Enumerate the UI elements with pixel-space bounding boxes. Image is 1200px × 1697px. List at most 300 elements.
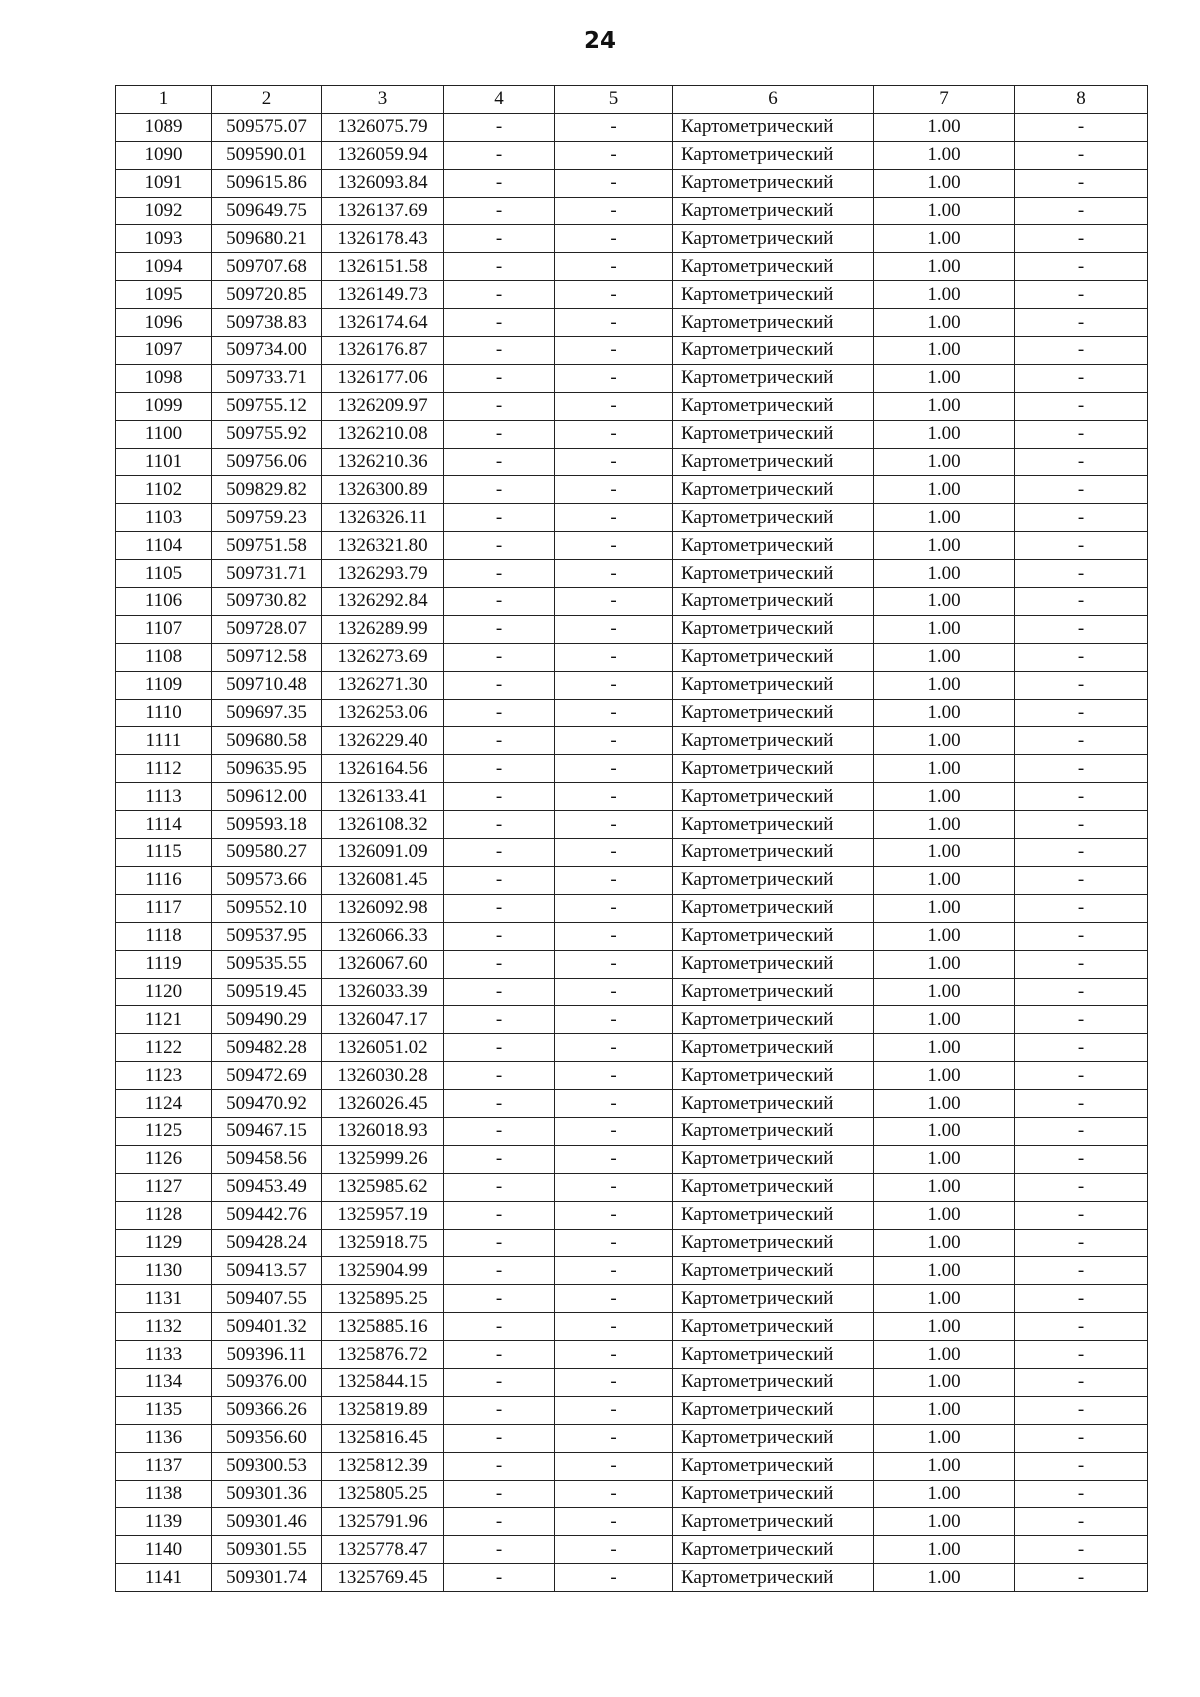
column-4-cell: - — [444, 448, 555, 476]
column-4-cell: - — [444, 1508, 555, 1536]
method-cell: Картометрический — [673, 504, 874, 532]
point-number-cell: 1117 — [116, 894, 212, 922]
column-5-cell: - — [555, 392, 673, 420]
point-number-cell: 1102 — [116, 476, 212, 504]
method-cell: Картометрический — [673, 197, 874, 225]
y-coordinate-cell: 1326093.84 — [322, 169, 444, 197]
column-5-cell: - — [555, 588, 673, 616]
table-row — [116, 866, 1148, 894]
point-number-cell: 1100 — [116, 420, 212, 448]
table-row — [116, 1508, 1148, 1536]
y-coordinate-cell: 1326075.79 — [322, 113, 444, 141]
column-4-cell: - — [444, 281, 555, 309]
method-cell: Картометрический — [673, 141, 874, 169]
y-coordinate-cell: 1326326.11 — [322, 504, 444, 532]
accuracy-cell: 1.00 — [874, 197, 1015, 225]
column-4-cell: - — [444, 1424, 555, 1452]
column-5-cell: - — [555, 978, 673, 1006]
column-4-cell: - — [444, 1536, 555, 1564]
accuracy-cell: 1.00 — [874, 1229, 1015, 1257]
column-8-cell: - — [1015, 588, 1148, 616]
table-row — [116, 337, 1148, 365]
x-coordinate-cell: 509728.07 — [212, 615, 322, 643]
column-4-cell: - — [444, 1341, 555, 1369]
y-coordinate-cell: 1326253.06 — [322, 699, 444, 727]
y-coordinate-cell: 1325769.45 — [322, 1564, 444, 1592]
method-cell: Картометрический — [673, 532, 874, 560]
y-coordinate-cell: 1326176.87 — [322, 337, 444, 365]
y-coordinate-cell: 1325999.26 — [322, 1145, 444, 1173]
x-coordinate-cell: 509738.83 — [212, 309, 322, 337]
column-4-cell: - — [444, 392, 555, 420]
column-4-cell: - — [444, 839, 555, 867]
column-4-cell: - — [444, 1173, 555, 1201]
table-row — [116, 1313, 1148, 1341]
table-row — [116, 392, 1148, 420]
table-row — [116, 1341, 1148, 1369]
point-number-cell: 1091 — [116, 169, 212, 197]
column-8-cell: - — [1015, 1173, 1148, 1201]
column-5-cell: - — [555, 1145, 673, 1173]
method-cell: Картометрический — [673, 1564, 874, 1592]
point-number-cell: 1132 — [116, 1313, 212, 1341]
y-coordinate-cell: 1325844.15 — [322, 1368, 444, 1396]
page-number: 24 — [583, 28, 616, 54]
column-4-cell: - — [444, 783, 555, 811]
table-row — [116, 364, 1148, 392]
column-8-cell: - — [1015, 727, 1148, 755]
x-coordinate-cell: 509535.55 — [212, 950, 322, 978]
method-cell: Картометрический — [673, 1090, 874, 1118]
x-coordinate-cell: 509458.56 — [212, 1145, 322, 1173]
method-cell: Картометрический — [673, 1452, 874, 1480]
y-coordinate-cell: 1325885.16 — [322, 1313, 444, 1341]
point-number-cell: 1092 — [116, 197, 212, 225]
column-5-cell: - — [555, 894, 673, 922]
x-coordinate-cell: 509734.00 — [212, 337, 322, 365]
point-number-cell: 1141 — [116, 1564, 212, 1592]
method-cell: Картометрический — [673, 783, 874, 811]
column-4-cell: - — [444, 588, 555, 616]
table-row — [116, 420, 1148, 448]
y-coordinate-cell: 1325812.39 — [322, 1452, 444, 1480]
column-4-cell: - — [444, 1452, 555, 1480]
table-row — [116, 727, 1148, 755]
y-coordinate-cell: 1326164.56 — [322, 755, 444, 783]
point-number-cell: 1093 — [116, 225, 212, 253]
column-8-cell: - — [1015, 309, 1148, 337]
column-8-cell: - — [1015, 364, 1148, 392]
column-4-cell: - — [444, 1117, 555, 1145]
column-8-cell: - — [1015, 1090, 1148, 1118]
column-5-cell: - — [555, 811, 673, 839]
y-coordinate-cell: 1326210.08 — [322, 420, 444, 448]
point-number-cell: 1116 — [116, 866, 212, 894]
x-coordinate-cell: 509470.92 — [212, 1090, 322, 1118]
column-8-cell: - — [1015, 560, 1148, 588]
column-5-cell: - — [555, 504, 673, 532]
accuracy-cell: 1.00 — [874, 1396, 1015, 1424]
column-8-cell: - — [1015, 1536, 1148, 1564]
accuracy-cell: 1.00 — [874, 839, 1015, 867]
method-cell: Картометрический — [673, 755, 874, 783]
table-row — [116, 253, 1148, 281]
point-number-cell: 1118 — [116, 922, 212, 950]
accuracy-cell: 1.00 — [874, 1062, 1015, 1090]
method-cell: Картометрический — [673, 1145, 874, 1173]
x-coordinate-cell: 509356.60 — [212, 1424, 322, 1452]
column-8-cell: - — [1015, 169, 1148, 197]
column-5-cell: - — [555, 141, 673, 169]
table-row — [116, 1536, 1148, 1564]
accuracy-cell: 1.00 — [874, 1173, 1015, 1201]
x-coordinate-cell: 509680.21 — [212, 225, 322, 253]
column-4-cell: - — [444, 1229, 555, 1257]
column-4-cell: - — [444, 337, 555, 365]
point-number-cell: 1090 — [116, 141, 212, 169]
y-coordinate-cell: 1326081.45 — [322, 866, 444, 894]
column-8-cell: - — [1015, 1117, 1148, 1145]
table-row — [116, 588, 1148, 616]
y-coordinate-cell: 1325791.96 — [322, 1508, 444, 1536]
accuracy-cell: 1.00 — [874, 978, 1015, 1006]
x-coordinate-cell: 509707.68 — [212, 253, 322, 281]
y-coordinate-cell: 1326149.73 — [322, 281, 444, 309]
accuracy-cell: 1.00 — [874, 894, 1015, 922]
point-number-cell: 1112 — [116, 755, 212, 783]
column-4-cell: - — [444, 225, 555, 253]
column-5-cell: - — [555, 671, 673, 699]
y-coordinate-cell: 1326177.06 — [322, 364, 444, 392]
table-row — [116, 1424, 1148, 1452]
column-4-cell: - — [444, 866, 555, 894]
column-header: 6 — [673, 86, 874, 114]
point-number-cell: 1114 — [116, 811, 212, 839]
column-4-cell: - — [444, 1564, 555, 1592]
y-coordinate-cell: 1326092.98 — [322, 894, 444, 922]
method-cell: Картометрический — [673, 699, 874, 727]
column-5-cell: - — [555, 1173, 673, 1201]
column-5-cell: - — [555, 1006, 673, 1034]
accuracy-cell: 1.00 — [874, 671, 1015, 699]
column-4-cell: - — [444, 420, 555, 448]
accuracy-cell: 1.00 — [874, 1257, 1015, 1285]
table-row — [116, 1006, 1148, 1034]
table-row — [116, 113, 1148, 141]
point-number-cell: 1101 — [116, 448, 212, 476]
column-8-cell: - — [1015, 866, 1148, 894]
method-cell: Картометрический — [673, 671, 874, 699]
table-row — [116, 699, 1148, 727]
column-8-cell: - — [1015, 615, 1148, 643]
accuracy-cell: 1.00 — [874, 1424, 1015, 1452]
table-row — [116, 950, 1148, 978]
column-5-cell: - — [555, 1424, 673, 1452]
column-4-cell: - — [444, 532, 555, 560]
column-8-cell: - — [1015, 894, 1148, 922]
column-4-cell: - — [444, 253, 555, 281]
method-cell: Картометрический — [673, 615, 874, 643]
accuracy-cell: 1.00 — [874, 1480, 1015, 1508]
column-8-cell: - — [1015, 1480, 1148, 1508]
accuracy-cell: 1.00 — [874, 727, 1015, 755]
column-5-cell: - — [555, 169, 673, 197]
y-coordinate-cell: 1325985.62 — [322, 1173, 444, 1201]
method-cell: Картометрический — [673, 1173, 874, 1201]
column-4-cell: - — [444, 643, 555, 671]
x-coordinate-cell: 509733.71 — [212, 364, 322, 392]
column-8-cell: - — [1015, 448, 1148, 476]
column-8-cell: - — [1015, 978, 1148, 1006]
table-row — [116, 671, 1148, 699]
column-5-cell: - — [555, 699, 673, 727]
y-coordinate-cell: 1326273.69 — [322, 643, 444, 671]
column-4-cell: - — [444, 476, 555, 504]
point-number-cell: 1099 — [116, 392, 212, 420]
x-coordinate-cell: 509756.06 — [212, 448, 322, 476]
table-row — [116, 1452, 1148, 1480]
table-row — [116, 169, 1148, 197]
column-8-cell: - — [1015, 1368, 1148, 1396]
method-cell: Картометрический — [673, 1062, 874, 1090]
accuracy-cell: 1.00 — [874, 1090, 1015, 1118]
method-cell: Картометрический — [673, 1536, 874, 1564]
column-5-cell: - — [555, 1536, 673, 1564]
point-number-cell: 1120 — [116, 978, 212, 1006]
column-5-cell: - — [555, 1034, 673, 1062]
table-row — [116, 783, 1148, 811]
accuracy-cell: 1.00 — [874, 755, 1015, 783]
point-number-cell: 1113 — [116, 783, 212, 811]
column-5-cell: - — [555, 532, 673, 560]
column-5-cell: - — [555, 950, 673, 978]
column-4-cell: - — [444, 1034, 555, 1062]
y-coordinate-cell: 1326210.36 — [322, 448, 444, 476]
point-number-cell: 1140 — [116, 1536, 212, 1564]
x-coordinate-cell: 509413.57 — [212, 1257, 322, 1285]
y-coordinate-cell: 1326047.17 — [322, 1006, 444, 1034]
column-5-cell: - — [555, 197, 673, 225]
method-cell: Картометрический — [673, 337, 874, 365]
accuracy-cell: 1.00 — [874, 1285, 1015, 1313]
column-8-cell: - — [1015, 1508, 1148, 1536]
method-cell: Картометрический — [673, 1424, 874, 1452]
x-coordinate-cell: 509580.27 — [212, 839, 322, 867]
method-cell: Картометрический — [673, 1034, 874, 1062]
column-8-cell: - — [1015, 281, 1148, 309]
table-row — [116, 978, 1148, 1006]
column-4-cell: - — [444, 615, 555, 643]
accuracy-cell: 1.00 — [874, 1006, 1015, 1034]
accuracy-cell: 1.00 — [874, 1145, 1015, 1173]
point-number-cell: 1103 — [116, 504, 212, 532]
column-8-cell: - — [1015, 420, 1148, 448]
method-cell: Картометрический — [673, 281, 874, 309]
y-coordinate-cell: 1325895.25 — [322, 1285, 444, 1313]
y-coordinate-cell: 1326026.45 — [322, 1090, 444, 1118]
accuracy-cell: 1.00 — [874, 141, 1015, 169]
column-8-cell: - — [1015, 1201, 1148, 1229]
method-cell: Картометрический — [673, 1313, 874, 1341]
method-cell: Картометрический — [673, 643, 874, 671]
y-coordinate-cell: 1326209.97 — [322, 392, 444, 420]
column-8-cell: - — [1015, 1285, 1148, 1313]
column-8-cell: - — [1015, 1006, 1148, 1034]
column-4-cell: - — [444, 1368, 555, 1396]
x-coordinate-cell: 509407.55 — [212, 1285, 322, 1313]
method-cell: Картометрический — [673, 894, 874, 922]
accuracy-cell: 1.00 — [874, 588, 1015, 616]
accuracy-cell: 1.00 — [874, 1508, 1015, 1536]
column-5-cell: - — [555, 448, 673, 476]
column-5-cell: - — [555, 1313, 673, 1341]
column-header: 1 — [116, 86, 212, 114]
point-number-cell: 1122 — [116, 1034, 212, 1062]
y-coordinate-cell: 1325778.47 — [322, 1536, 444, 1564]
y-coordinate-cell: 1326178.43 — [322, 225, 444, 253]
method-cell: Картометрический — [673, 588, 874, 616]
coordinates-table — [115, 85, 1148, 1592]
point-number-cell: 1111 — [116, 727, 212, 755]
accuracy-cell: 1.00 — [874, 392, 1015, 420]
x-coordinate-cell: 509720.85 — [212, 281, 322, 309]
y-coordinate-cell: 1326137.69 — [322, 197, 444, 225]
point-number-cell: 1138 — [116, 1480, 212, 1508]
column-5-cell: - — [555, 476, 673, 504]
x-coordinate-cell: 509301.46 — [212, 1508, 322, 1536]
column-8-cell: - — [1015, 1341, 1148, 1369]
x-coordinate-cell: 509376.00 — [212, 1368, 322, 1396]
point-number-cell: 1137 — [116, 1452, 212, 1480]
column-4-cell: - — [444, 699, 555, 727]
y-coordinate-cell: 1326229.40 — [322, 727, 444, 755]
method-cell: Картометрический — [673, 225, 874, 253]
column-8-cell: - — [1015, 1452, 1148, 1480]
column-5-cell: - — [555, 866, 673, 894]
column-8-cell: - — [1015, 1396, 1148, 1424]
point-number-cell: 1098 — [116, 364, 212, 392]
column-8-cell: - — [1015, 504, 1148, 532]
table-row — [116, 225, 1148, 253]
y-coordinate-cell: 1326091.09 — [322, 839, 444, 867]
point-number-cell: 1133 — [116, 1341, 212, 1369]
column-5-cell: - — [555, 1090, 673, 1118]
x-coordinate-cell: 509759.23 — [212, 504, 322, 532]
x-coordinate-cell: 509712.58 — [212, 643, 322, 671]
point-number-cell: 1124 — [116, 1090, 212, 1118]
column-4-cell: - — [444, 1201, 555, 1229]
method-cell: Картометрический — [673, 1006, 874, 1034]
table-row — [116, 1285, 1148, 1313]
table-row — [116, 894, 1148, 922]
column-4-cell: - — [444, 1480, 555, 1508]
method-cell: Картометрический — [673, 448, 874, 476]
x-coordinate-cell: 509428.24 — [212, 1229, 322, 1257]
point-number-cell: 1109 — [116, 671, 212, 699]
accuracy-cell: 1.00 — [874, 1201, 1015, 1229]
accuracy-cell: 1.00 — [874, 1536, 1015, 1564]
column-5-cell: - — [555, 1117, 673, 1145]
x-coordinate-cell: 509482.28 — [212, 1034, 322, 1062]
column-8-cell: - — [1015, 392, 1148, 420]
y-coordinate-cell: 1326300.89 — [322, 476, 444, 504]
column-8-cell: - — [1015, 643, 1148, 671]
x-coordinate-cell: 509829.82 — [212, 476, 322, 504]
column-8-cell: - — [1015, 337, 1148, 365]
column-8-cell: - — [1015, 1062, 1148, 1090]
column-5-cell: - — [555, 281, 673, 309]
table-row — [116, 141, 1148, 169]
column-8-cell: - — [1015, 783, 1148, 811]
x-coordinate-cell: 509710.48 — [212, 671, 322, 699]
x-coordinate-cell: 509453.49 — [212, 1173, 322, 1201]
method-cell: Картометрический — [673, 1480, 874, 1508]
table-row — [116, 1257, 1148, 1285]
method-cell: Картометрический — [673, 1341, 874, 1369]
point-number-cell: 1110 — [116, 699, 212, 727]
y-coordinate-cell: 1326271.30 — [322, 671, 444, 699]
accuracy-cell: 1.00 — [874, 922, 1015, 950]
column-8-cell: - — [1015, 197, 1148, 225]
column-4-cell: - — [444, 1062, 555, 1090]
point-number-cell: 1106 — [116, 588, 212, 616]
point-number-cell: 1128 — [116, 1201, 212, 1229]
column-4-cell: - — [444, 922, 555, 950]
x-coordinate-cell: 509467.15 — [212, 1117, 322, 1145]
point-number-cell: 1126 — [116, 1145, 212, 1173]
y-coordinate-cell: 1325918.75 — [322, 1229, 444, 1257]
method-cell: Картометрический — [673, 1201, 874, 1229]
x-coordinate-cell: 509490.29 — [212, 1006, 322, 1034]
accuracy-cell: 1.00 — [874, 950, 1015, 978]
method-cell: Картометрический — [673, 866, 874, 894]
x-coordinate-cell: 509300.53 — [212, 1452, 322, 1480]
method-cell: Картометрический — [673, 839, 874, 867]
accuracy-cell: 1.00 — [874, 560, 1015, 588]
accuracy-cell: 1.00 — [874, 783, 1015, 811]
column-5-cell: - — [555, 337, 673, 365]
table-body — [116, 113, 1148, 1591]
point-number-cell: 1094 — [116, 253, 212, 281]
y-coordinate-cell: 1326051.02 — [322, 1034, 444, 1062]
table-row — [116, 1480, 1148, 1508]
table-row — [116, 615, 1148, 643]
accuracy-cell: 1.00 — [874, 113, 1015, 141]
column-4-cell: - — [444, 1090, 555, 1118]
table-row — [116, 1117, 1148, 1145]
column-4-cell: - — [444, 727, 555, 755]
point-number-cell: 1095 — [116, 281, 212, 309]
method-cell: Картометрический — [673, 1229, 874, 1257]
column-5-cell: - — [555, 364, 673, 392]
accuracy-cell: 1.00 — [874, 448, 1015, 476]
column-4-cell: - — [444, 950, 555, 978]
column-5-cell: - — [555, 225, 673, 253]
column-5-cell: - — [555, 755, 673, 783]
column-header: 5 — [555, 86, 673, 114]
accuracy-cell: 1.00 — [874, 225, 1015, 253]
y-coordinate-cell: 1326033.39 — [322, 978, 444, 1006]
column-5-cell: - — [555, 783, 673, 811]
accuracy-cell: 1.00 — [874, 1341, 1015, 1369]
column-4-cell: - — [444, 1396, 555, 1424]
method-cell: Картометрический — [673, 1508, 874, 1536]
point-number-cell: 1123 — [116, 1062, 212, 1090]
method-cell: Картометрический — [673, 253, 874, 281]
column-header: 4 — [444, 86, 555, 114]
method-cell: Картометрический — [673, 1257, 874, 1285]
x-coordinate-cell: 509537.95 — [212, 922, 322, 950]
